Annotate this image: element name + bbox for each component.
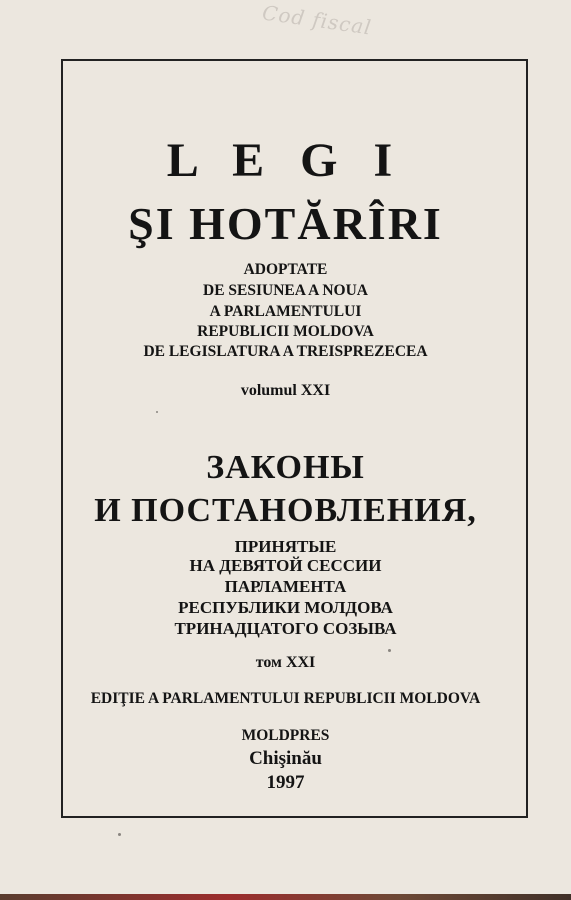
russian-subtitle-line: РЕСПУБЛИКИ МОЛДОВА (178, 598, 393, 617)
year: 1997 (266, 772, 305, 793)
romanian-title-line1: L E G I (166, 134, 405, 187)
russian-title-line2: И ПОСТАНОВЛЕНИЯ, (94, 492, 477, 529)
romanian-subtitle-line: ADOPTATE (243, 261, 328, 278)
russian-title-line1: ЗАКОНЫ (206, 449, 365, 486)
cover-bottom-edge (0, 894, 571, 900)
publisher: MOLDPRES (241, 727, 330, 744)
romanian-title-line2: ŞI HOTĂRÎRI (128, 198, 443, 249)
paper-speck (156, 411, 158, 413)
city: Chişinău (249, 748, 322, 769)
russian-subtitle-line: ПРИНЯТЫЕ (234, 537, 337, 556)
russian-volume: том XXI (255, 654, 316, 671)
romanian-volume: volumul XXI (240, 382, 331, 399)
romanian-subtitle-line: A PARLAMENTULUI (209, 303, 362, 320)
russian-subtitle-line: ТРИНАДЦАТОГО СОЗЫВА (174, 619, 397, 638)
romanian-subtitle-line: REPUBLICII MOLDOVA (197, 323, 374, 340)
paper-speck (118, 833, 121, 836)
romanian-subtitle-line: DE LEGISLATURA A TREISPREZECEA (143, 343, 428, 360)
romanian-subtitle-line: DE SESIUNEA A NOUA (203, 282, 368, 299)
paper-speck (388, 649, 391, 652)
russian-subtitle-line: ПАРЛАМЕНТА (224, 577, 347, 596)
handwritten-note: Cod fiscal (260, 0, 374, 40)
russian-subtitle-line: НА ДЕВЯТОЙ СЕССИИ (189, 556, 382, 575)
edition-line: EDIŢIE A PARLAMENTULUI REPUBLICII MOLDOVA (90, 690, 481, 707)
